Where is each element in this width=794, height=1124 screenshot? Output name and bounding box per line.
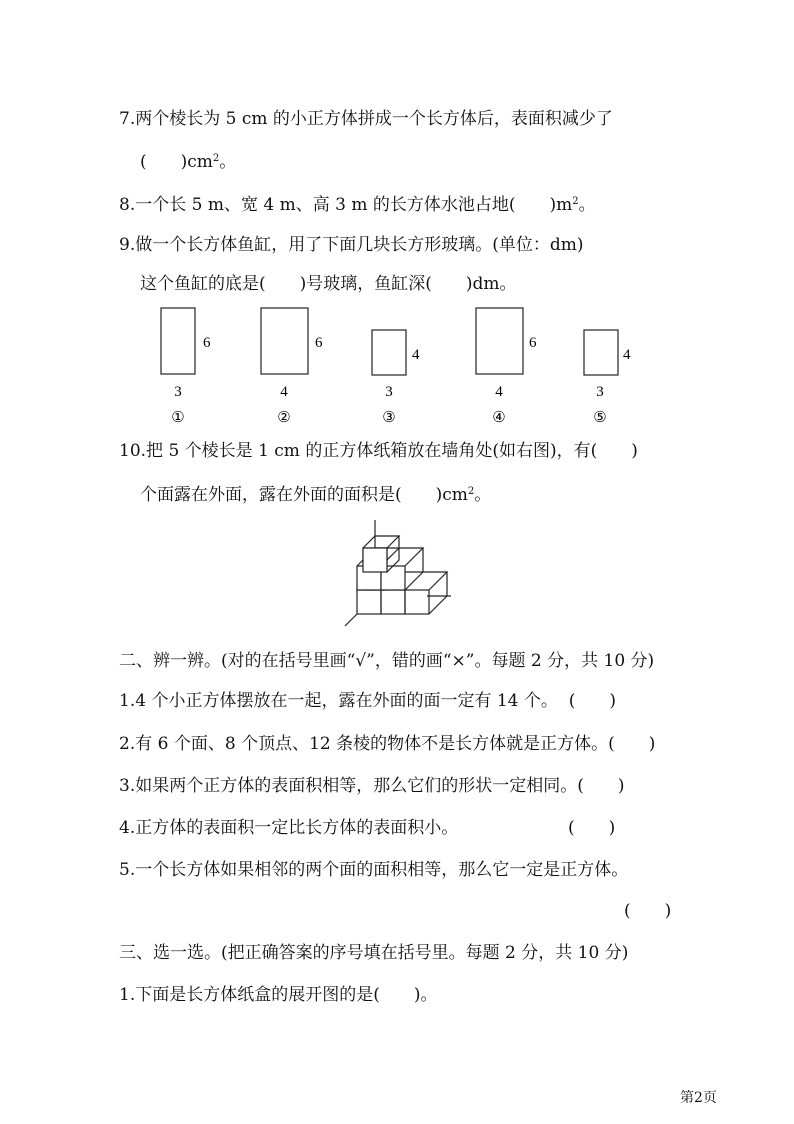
judge-item-1 [119,690,616,712]
q7-period: 。 [219,152,237,172]
panel-4-height: 6 [529,335,537,351]
judge-item-3-answer[interactable]: ( ) [577,776,625,796]
judge-item-2-answer[interactable]: ( ) [608,734,656,754]
judge-item-5-answer[interactable]: ( ) [624,901,672,921]
panel-3-label: ③ [382,410,396,426]
judge-item-4-answer[interactable]: ( ) [568,818,616,838]
panel-4-label: ④ [492,410,506,426]
judge-item-3-text: 3.如果两个正方体的表面积相等，那么它们的形状一定相同。 [119,776,578,796]
choice-item-1[interactable]: 1.下面是长方体纸盒的展开图的是( )。 [119,985,438,1005]
panel-4-width: 4 [495,384,503,400]
judge-item-2-text: 2.有 6 个面、8 个顶点、12 条棱的物体不是长方体就是正方体。 [119,734,609,754]
panel-2-width: 4 [280,384,288,400]
q8-line [119,191,596,216]
q10-period: 。 [474,485,492,505]
judge-item-5: 5.一个长方体如果相邻的两个面的面积相等，那么它一定是正方体。 [119,860,629,880]
q7-line2 [140,148,236,173]
panel-5-label: ⑤ [593,410,607,426]
section3-title: 三、选一选。(把正确答案的序号填在括号里。每题 2 分，共 10 分) [119,943,629,963]
judge-item-3 [119,775,624,797]
panel-1-width: 3 [174,384,182,400]
glass-panel-3 [372,330,420,426]
glass-panel-2 [261,308,323,426]
judge-item-4 [119,817,458,839]
q7-line1: 7.两个棱长为 5 cm 的小正方体拼成一个长方体后，表面积减少了 [119,109,613,129]
glass-panel-5 [584,330,631,426]
glass-panels-figure [0,300,794,430]
panel-3-width: 3 [385,384,393,400]
q10-unit-exponent: 2 [467,486,475,497]
q10-text[interactable]: 个面露在外面，露在外面的面积是( )cm [140,485,468,505]
q8-unit-exponent: 2 [572,196,579,207]
q9-line1: 9.做一个长方体鱼缸，用了下面几块长方形玻璃。(单位：dm) [119,235,584,255]
corner-cubes-figure [330,515,470,635]
q7-answer-blank[interactable]: ( )cm [140,152,213,172]
q9-line2[interactable]: 这个鱼缸的底是( )号玻璃，鱼缸深( )dm。 [140,274,517,294]
panel-2-label: ② [277,410,291,426]
page-number: 第2页 [680,1090,717,1106]
panel-5-height: 4 [623,347,631,363]
q7-unit-exponent: 2 [212,153,220,164]
judge-item-4-text: 4.正方体的表面积一定比长方体的表面积小。 [119,818,459,838]
q10-line2 [140,481,491,506]
panel-1-label: ① [171,410,185,426]
panel-1-height: 6 [203,335,211,351]
panel-5-width: 3 [596,384,604,400]
panel-2-height: 6 [315,335,323,351]
section2-title: 二、辨一辨。(对的在括号里画“√”，错的画“×”。每题 2 分，共 10 分) [119,651,655,671]
q8-period: 。 [578,195,596,215]
judge-item-1-answer[interactable]: ( ) [568,691,616,711]
glass-panel-4 [476,308,537,426]
judge-item-2 [119,733,655,755]
judge-item-1-text: 1.4 个小正方体摆放在一起，露在外面的面一定有 14 个。 [119,691,558,711]
glass-panel-1 [161,308,211,426]
q10-line1[interactable]: 10.把 5 个棱长是 1 cm 的正方体纸箱放在墙角处(如右图)，有( ) [119,441,638,461]
q8-text[interactable]: 8.一个长 5 m、宽 4 m、高 3 m 的长方体水池占地( )m [119,195,573,215]
panel-3-height: 4 [412,347,420,363]
